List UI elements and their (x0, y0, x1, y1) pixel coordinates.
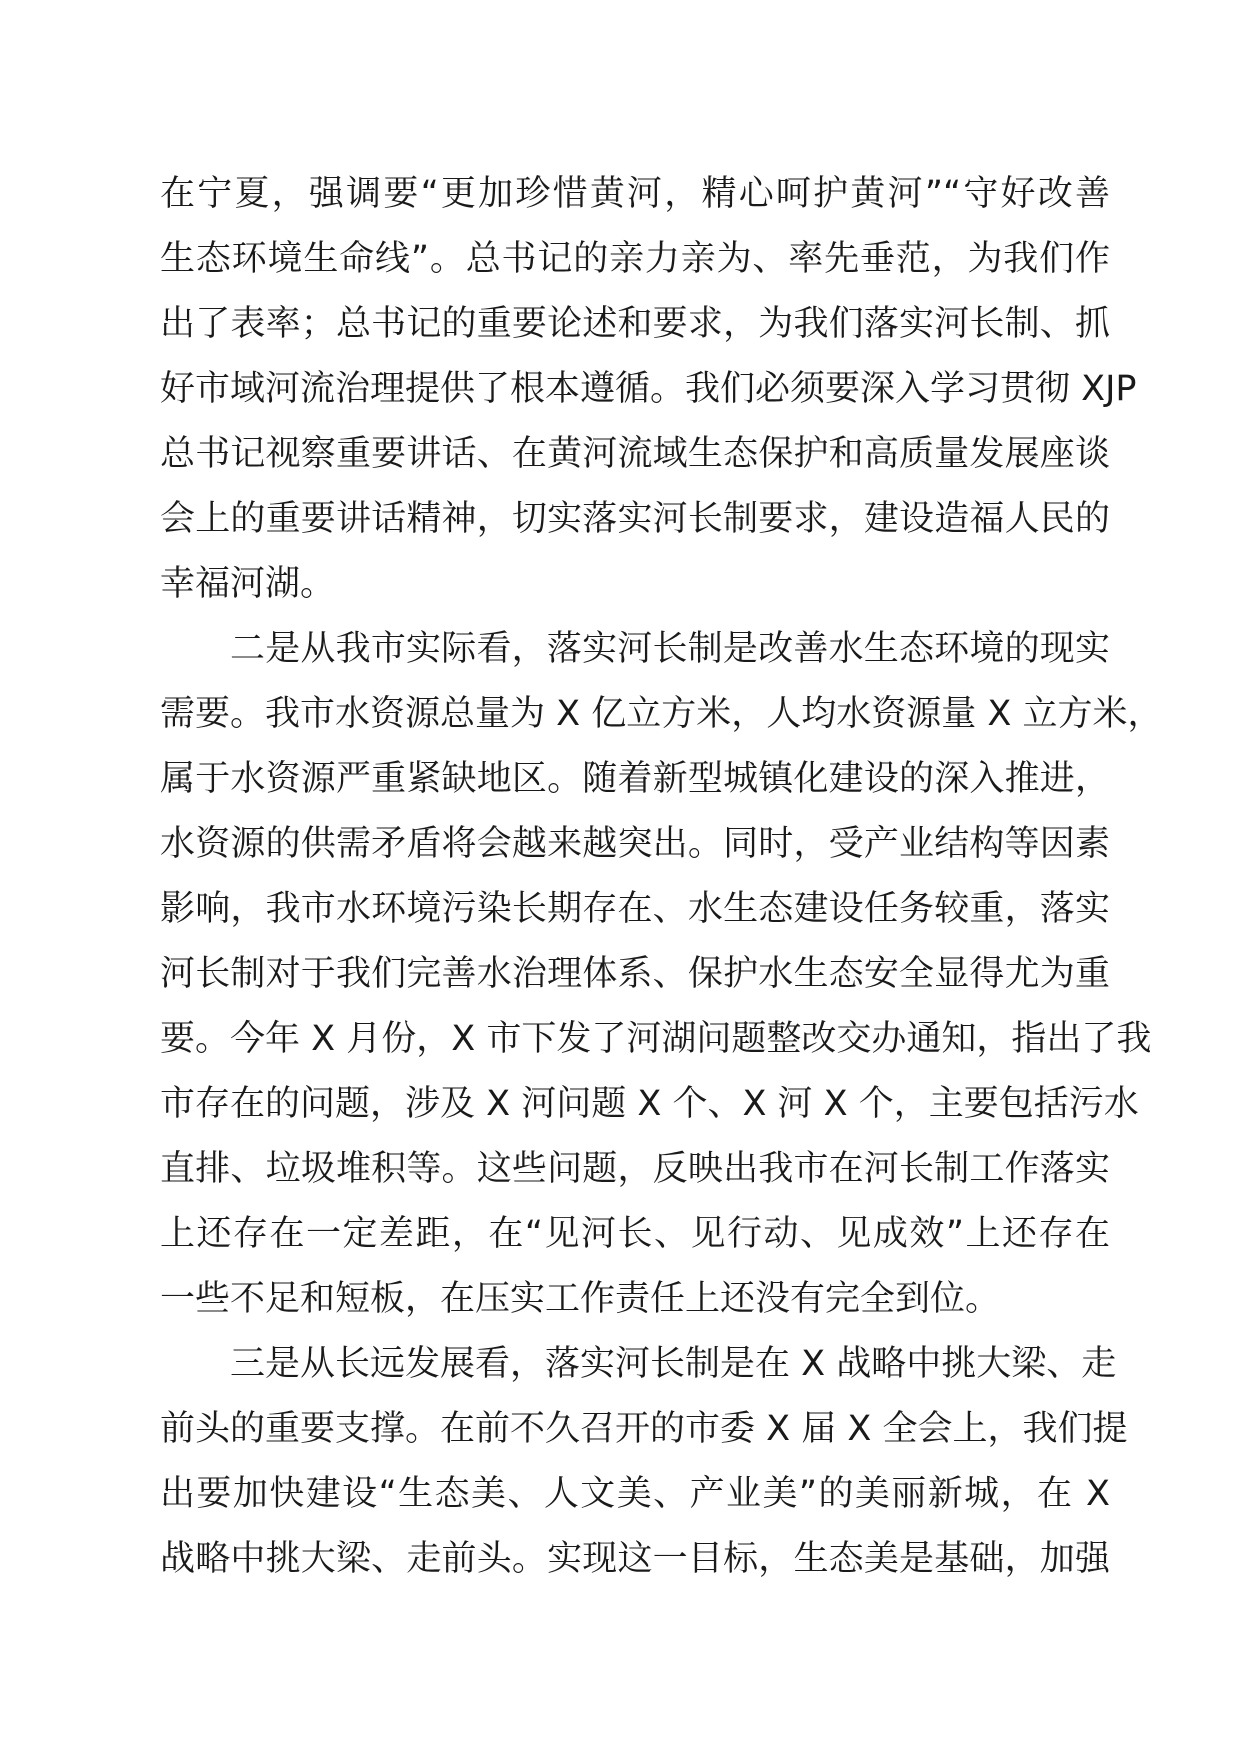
text-line: 影响，我市水环境污染长期存在、水生态建设任务较重，落实 (160, 889, 1110, 929)
text-line: 前头的重要支撑。在前不久召开的市委 X 届 X 全会上，我们提 (160, 1409, 1128, 1449)
body-text (160, 162, 1163, 1592)
paragraph-continuation (160, 162, 1137, 617)
paragraph-third (160, 1332, 1128, 1592)
text-line: 战略中挑大梁、走前头。实现这一目标，生态美是基础，加强 (160, 1539, 1110, 1579)
text-line: 生态环境生命线”。总书记的亲力亲为、率先垂范，为我们作 (160, 239, 1110, 279)
text-line: 水资源的供需矛盾将会越来越突出。同时，受产业结构等因素 (160, 824, 1110, 864)
text-line: 直排、垃圾堆积等。这些问题，反映出我市在河长制工作落实 (160, 1149, 1110, 1189)
text-line: 出要加快建设“生态美、人文美、产业美”的美丽新城，在 X (160, 1474, 1110, 1514)
text-line: 二是从我市实际看，落实河长制是改善水生态环境的现实 (230, 629, 1110, 669)
text-line: 要。今年 X 月份，X 市下发了河湖问题整改交办通知，指出了我 (160, 1019, 1152, 1059)
text-line: 需要。我市水资源总量为 X 亿立方米，人均水资源量 X 立方米， (160, 694, 1163, 734)
text-line: 总书记视察重要讲话、在黄河流域生态保护和高质量发展座谈 (160, 434, 1110, 474)
text-line: 市存在的问题，涉及 X 河问题 X 个、X 河 X 个，主要包括污水 (160, 1084, 1139, 1124)
text-line: 上还存在一定差距，在“见河长、见行动、见成效”上还存在 (160, 1214, 1110, 1254)
text-line: 会上的重要讲话精神，切实落实河长制要求，建设造福人民的 (160, 499, 1110, 539)
text-line: 属于水资源严重紧缺地区。随着新型城镇化建设的深入推进， (160, 759, 1110, 799)
text-line: 出了表率；总书记的重要论述和要求，为我们落实河长制、抓 (160, 304, 1110, 344)
text-line: 幸福河湖。 (160, 564, 336, 604)
text-line: 河长制对于我们完善水治理体系、保护水生态安全显得尤为重 (160, 954, 1110, 994)
text-line: 在宁夏，强调要“更加珍惜黄河，精心呵护黄河”“守好改善 (160, 174, 1110, 214)
text-line: 三是从长远发展看，落实河长制是在 X 战略中挑大梁、走 (230, 1344, 1117, 1384)
text-line: 好市域河流治理提供了根本遵循。我们必须要深入学习贯彻 XJP (160, 369, 1137, 409)
text-line: 一些不足和短板，在压实工作责任上还没有完全到位。 (160, 1279, 1001, 1319)
paragraph-second (160, 617, 1163, 1332)
